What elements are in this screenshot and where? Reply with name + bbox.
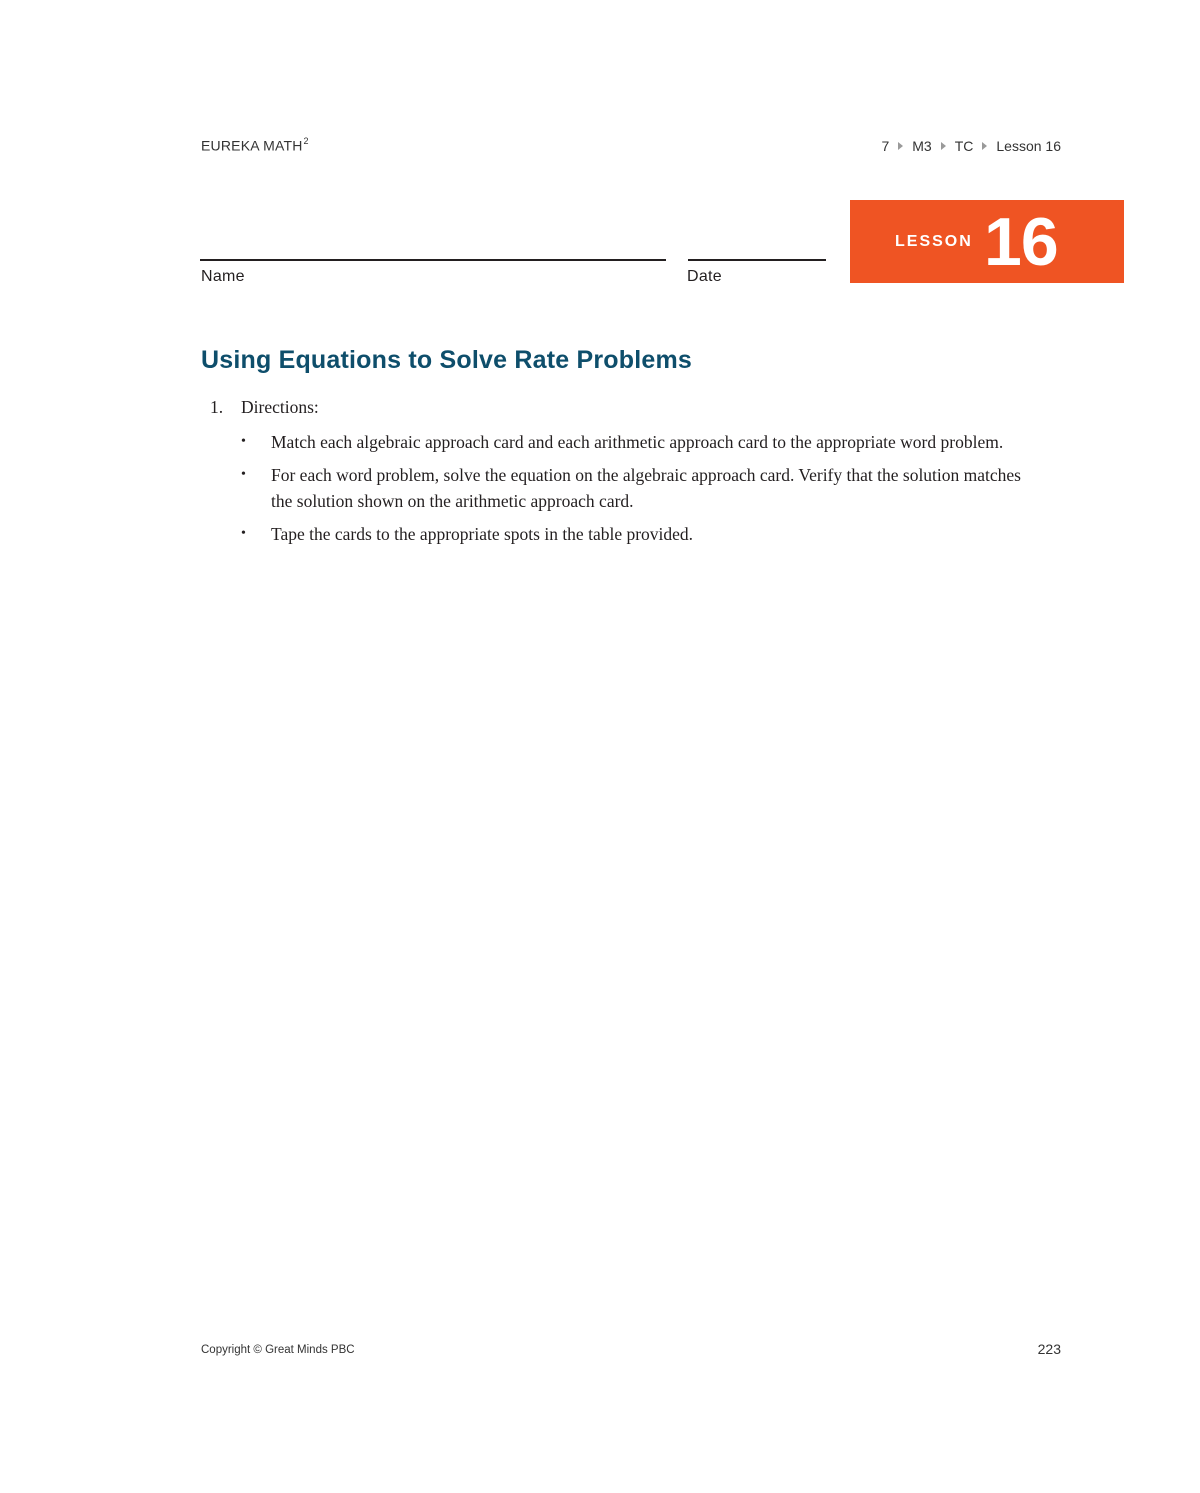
list-item-text: For each word problem, solve the equation on the algebraic approach card. Verify that the solution matches the solution shown on the arithmetic approach card. bbox=[271, 465, 1021, 511]
breadcrumb-grade: 7 bbox=[881, 138, 890, 154]
bullet-icon: • bbox=[241, 467, 246, 482]
date-line[interactable] bbox=[688, 259, 826, 261]
name-label: Name bbox=[201, 268, 245, 285]
lesson-number: 16 bbox=[984, 204, 1058, 280]
bullet-icon: • bbox=[241, 526, 246, 541]
breadcrumb-arrow-icon bbox=[982, 142, 987, 150]
breadcrumb-arrow-icon bbox=[898, 142, 903, 150]
lesson-word: LESSON bbox=[895, 233, 973, 250]
list-item bbox=[210, 462, 1050, 514]
list-item-text: Tape the cards to the appropriate spots in the table provided. bbox=[271, 524, 694, 544]
breadcrumb-arrow-icon bbox=[941, 142, 946, 150]
problem-1 bbox=[210, 396, 1050, 554]
list-item bbox=[210, 429, 1050, 455]
page-number: 223 bbox=[1037, 1341, 1061, 1357]
list-item-text: Match each algebraic approach card and each arithmetic approach card to the appropriate word problem. bbox=[271, 432, 1004, 452]
breadcrumb-topic: TC bbox=[954, 138, 974, 154]
lesson-badge bbox=[850, 200, 1124, 283]
bullet-icon: • bbox=[241, 434, 246, 449]
copyright-notice: Copyright © Great Minds PBC bbox=[201, 1344, 355, 1356]
problem-heading bbox=[210, 396, 1050, 418]
breadcrumb-lesson: Lesson 16 bbox=[996, 138, 1061, 154]
page-title: Using Equations to Solve Rate Problems bbox=[201, 346, 693, 374]
breadcrumb bbox=[881, 138, 1061, 154]
problem-heading-text: Directions: bbox=[241, 397, 319, 417]
brand-name bbox=[201, 137, 309, 154]
name-line[interactable] bbox=[200, 259, 666, 261]
directions-list bbox=[210, 429, 1050, 547]
date-label: Date bbox=[687, 268, 722, 285]
brand-text: EUREKA MATH bbox=[201, 137, 303, 154]
list-item bbox=[210, 521, 1050, 547]
problem-number: 1. bbox=[210, 397, 224, 417]
breadcrumb-module: M3 bbox=[912, 138, 932, 154]
brand-superscript: 2 bbox=[303, 136, 309, 146]
